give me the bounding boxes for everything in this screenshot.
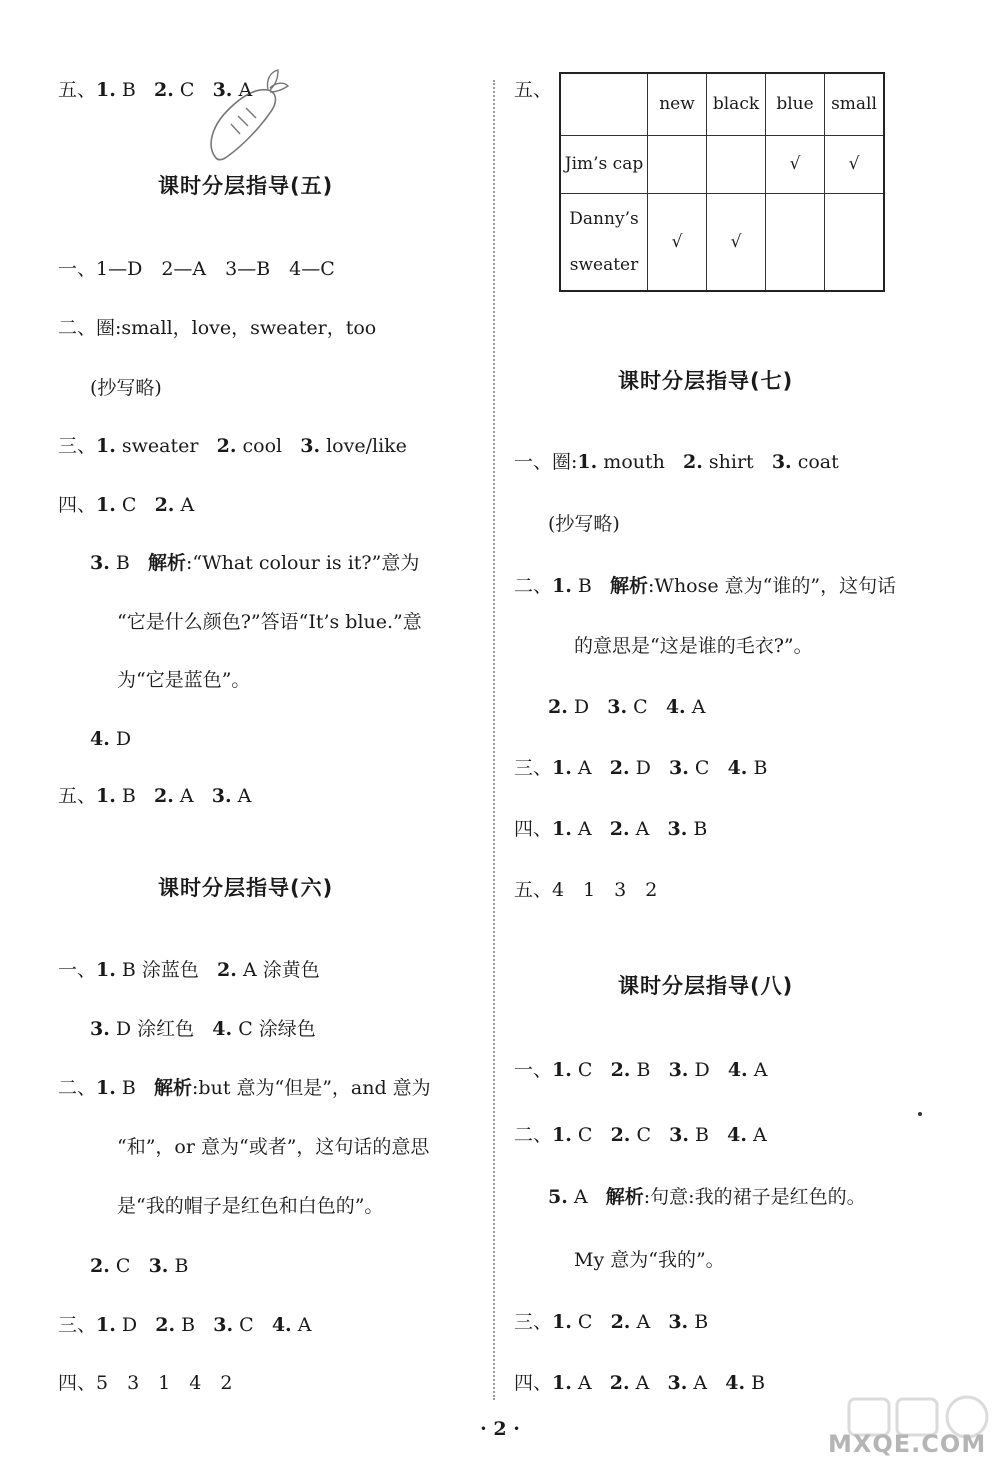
answer-line: 二、圈:small，love，sweater，too	[58, 317, 377, 339]
answer-line: 三、1. D 2. B 3. C 4. A	[58, 1314, 312, 1336]
answer-line: 3. B 解析:“What colour is it?”意为	[90, 552, 420, 574]
answer-line: 的意思是“这是谁的毛衣?”。	[574, 635, 813, 657]
answer-line: 3. D 涂红色 4. C 涂绿色	[90, 1018, 316, 1040]
watermark-text: MXQE.COM	[828, 1430, 987, 1458]
table-header-cell	[560, 73, 648, 135]
answer-line: My 意为“我的”。	[574, 1249, 725, 1271]
answer-line: 三、1. A 2. D 3. C 4. B	[514, 757, 768, 779]
table-cell: √	[707, 193, 766, 291]
column-divider	[493, 80, 495, 1400]
section-heading: 课时分层指导(七)	[618, 369, 794, 393]
answer-line: 2. C 3. B	[90, 1255, 189, 1277]
section-heading: 课时分层指导(五)	[158, 174, 334, 198]
section-heading: 课时分层指导(六)	[158, 876, 334, 900]
section-heading: 课时分层指导(八)	[618, 974, 794, 998]
answer-line: 二、1. C 2. C 3. B 4. A	[514, 1124, 767, 1146]
page-number: · 2 ·	[480, 1418, 520, 1440]
answer-line: 4. D	[90, 728, 132, 750]
table-header-cell: blue	[766, 73, 825, 135]
table-cell	[825, 193, 885, 291]
answer-line: 一、1. B 涂蓝色 2. A 涂黄色	[58, 959, 320, 981]
table-cell	[648, 135, 707, 193]
answer-line: 五、4 1 3 2	[514, 879, 658, 901]
answer-line: 一、1—D 2—A 3—B 4—C	[58, 258, 335, 280]
table-cell: √	[648, 193, 707, 291]
answer-line: 一、圈:1. mouth 2. shirt 3. coat	[514, 451, 839, 473]
answer-line: 二、1. B 解析:Whose 意为“谁的”，这句话	[514, 575, 897, 597]
answer-line: 三、1. C 2. A 3. B	[514, 1311, 709, 1333]
answer-line: 五、1. B 2. A 3. A	[58, 785, 252, 807]
table-cell: Jim’s cap	[560, 135, 648, 193]
answer-line: “和”，or 意为“或者”，这句话的意思	[117, 1136, 430, 1158]
table-row	[560, 135, 884, 193]
answer-line: 为“它是蓝色”。	[117, 669, 251, 691]
answer-line: 四、1. A 2. A 3. B	[514, 818, 708, 840]
table-cell	[766, 193, 825, 291]
table-marker: 五、	[514, 79, 553, 101]
answer-line: (抄写略)	[90, 377, 162, 399]
answer-line: 三、1. sweater 2. cool 3. love/like	[58, 435, 407, 457]
answer-line: 四、1. A 2. A 3. A 4. B	[514, 1372, 766, 1394]
stray-dot	[918, 1112, 922, 1116]
answer-line: 是“我的帽子是红色和白色的”。	[117, 1195, 384, 1217]
table-header-cell: small	[825, 73, 885, 135]
answer-table	[559, 72, 885, 292]
table-header-cell: new	[648, 73, 707, 135]
answer-line: 5. A 解析:句意:我的裙子是红色的。	[548, 1186, 866, 1208]
table-cell: Danny’s sweater	[560, 193, 648, 291]
table-cell: √	[766, 135, 825, 193]
table-cell: √	[825, 135, 885, 193]
answer-line: 一、1. C 2. B 3. D 4. A	[514, 1059, 768, 1081]
answer-line: 五、1. B 2. C 3. A	[58, 79, 253, 101]
table-cell	[707, 135, 766, 193]
answer-line: 四、5 3 1 4 2	[58, 1372, 233, 1394]
answer-line: 二、1. B 解析:but 意为“但是”，and 意为	[58, 1077, 431, 1099]
answer-line: “它是什么颜色?”答语“It’s blue.”意	[117, 611, 422, 633]
table-header-cell: black	[707, 73, 766, 135]
answer-line: (抄写略)	[548, 513, 620, 535]
answer-line: 2. D 3. C 4. A	[548, 696, 706, 718]
table-row	[560, 193, 884, 291]
answer-line: 四、1. C 2. A	[58, 494, 195, 516]
